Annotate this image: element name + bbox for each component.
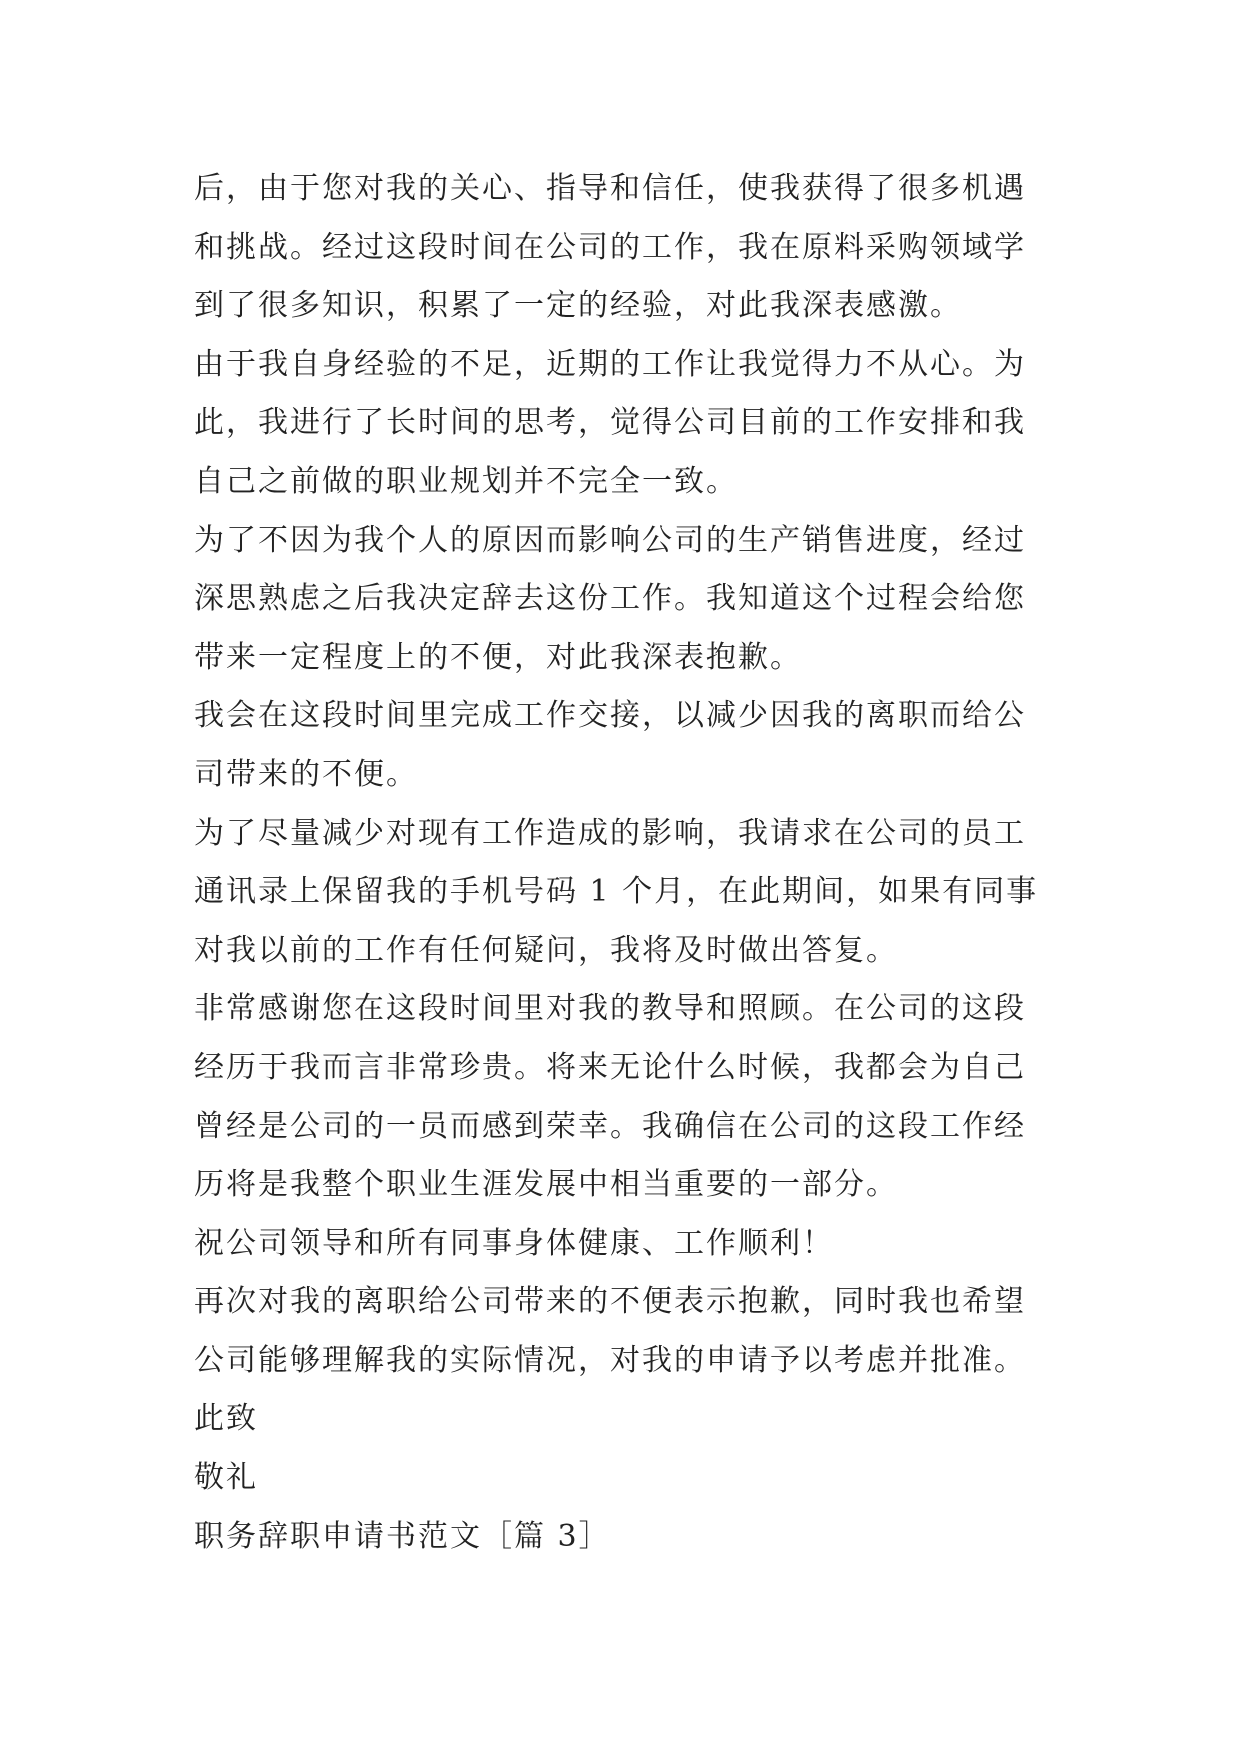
letter-body (194, 160, 1074, 1566)
text-line: 为了尽量减少对现有工作造成的影响，我请求在公司的员工 (194, 815, 1026, 851)
text-line: 自己之前做的职业规划并不完全一致。 (194, 463, 738, 499)
text-line: 历将是我整个职业生涯发展中相当重要的一部分。 (194, 1167, 898, 1203)
text-line: 此，我进行了长时间的思考，觉得公司目前的工作安排和我 (194, 405, 1026, 441)
text-line: 后，由于您对我的关心、指导和信任，使我获得了很多机遇 (194, 171, 1026, 206)
text-line: 深思熟虑之后我决定辞去这份工作。我知道这个过程会给您 (194, 581, 1026, 617)
text-line: 和挑战。经过这段时间在公司的工作，我在原料采购领域学 (194, 229, 1026, 265)
text-line: 我会在这段时间里完成工作交接，以减少因我的离职而给公 (194, 698, 1026, 734)
text-line: 到了很多知识，积累了一定的经验，对此我深表感激。 (194, 288, 962, 324)
text-line: 对我以前的工作有任何疑问，我将及时做出答复。 (194, 932, 898, 968)
text-line: 由于我自身经验的不足，近期的工作让我觉得力不从心。为 (194, 346, 1026, 382)
closing-regards: 敬礼 (194, 1460, 258, 1496)
text-line: 带来一定程度上的不便，对此我深表抱歉。 (194, 639, 802, 675)
text-line: 非常感谢您在这段时间里对我的教导和照顾。在公司的这段 (194, 991, 1026, 1027)
text-line: 祝公司领导和所有同事身体健康、工作顺利！ (194, 1225, 834, 1261)
text-line: 公司能够理解我的实际情况，对我的申请予以考虑并批准。 (194, 1342, 1026, 1378)
text-line: 司带来的不便。 (194, 756, 418, 792)
text-line: 曾经是公司的一员而感到荣幸。我确信在公司的这段工作经 (194, 1108, 1026, 1144)
section-heading: 职务辞职申请书范文［篇 3］ (194, 1518, 611, 1554)
text-line: 经历于我而言非常珍贵。将来无论什么时候，我都会为自己 (194, 1049, 1026, 1085)
closing-salutation: 此致 (194, 1401, 258, 1437)
text-line: 通讯录上保留我的手机号码 1 个月，在此期间，如果有同事 (194, 874, 1039, 910)
text-line: 再次对我的离职给公司带来的不便表示抱歉，同时我也希望 (194, 1284, 1026, 1320)
text-line: 为了不因为我个人的原因而影响公司的生产销售进度，经过 (194, 522, 1026, 558)
